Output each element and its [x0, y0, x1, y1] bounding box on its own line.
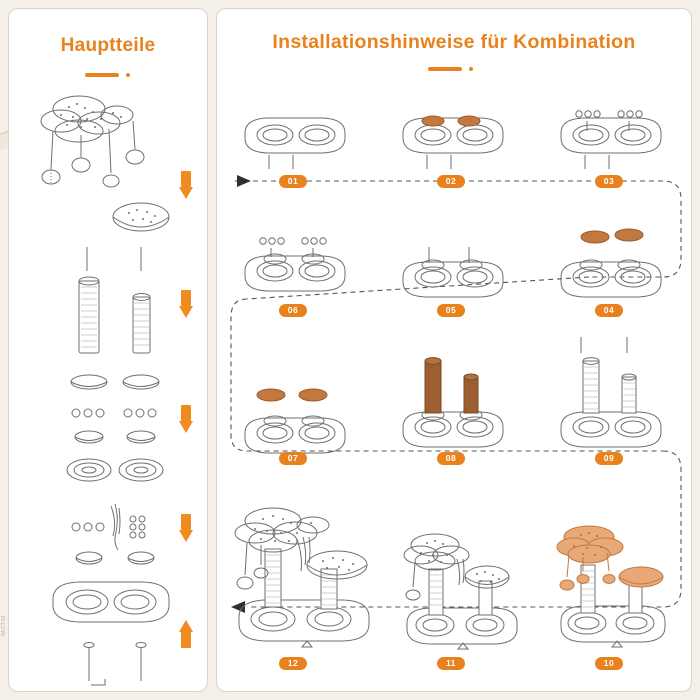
step-05-figure: [403, 247, 503, 297]
step-01-figure: [245, 118, 345, 169]
step-badge-10: 10: [595, 657, 623, 670]
flow-arrows-left: [9, 9, 209, 693]
side-print-code: IM-CT-01: [1, 615, 7, 636]
step-10-figure: [557, 526, 665, 642]
assembly-illustrations: [217, 9, 693, 693]
flow-arrow-up-1: [179, 620, 193, 648]
step-badge-01: 01: [279, 175, 307, 188]
step-badge-06: 06: [279, 304, 307, 317]
assembly-panel-title: Installationshinweise für Kombination: [272, 31, 636, 53]
step-04-figure: [561, 229, 661, 297]
step-badge-09: 09: [595, 452, 623, 465]
step-badge-03: 03: [595, 175, 623, 188]
hardware-marks: [302, 641, 622, 649]
step-badge-04: 04: [595, 304, 623, 317]
step-11-figure: [404, 534, 517, 644]
step-badge-11: 11: [437, 657, 465, 670]
step-07-figure: [245, 389, 345, 453]
parts-panel: [8, 8, 208, 692]
flow-arrow-down-3: [179, 405, 193, 433]
assembly-panel: [216, 8, 692, 692]
flow-arrow-down-1: [179, 171, 193, 199]
step-06-figure: [245, 238, 345, 291]
step-badge-08: 08: [437, 452, 465, 465]
step-09-figure: [561, 337, 661, 447]
parts-panel-title: Hauptteile: [60, 35, 156, 56]
step-12-figure: [235, 508, 369, 641]
flow-arrow-down-4: [179, 514, 193, 542]
step-03-figure: [561, 111, 661, 169]
step-badge-02: 02: [437, 175, 465, 188]
step-02-figure: [403, 116, 503, 169]
flow-arrow-down-2: [179, 290, 193, 318]
step-badge-05: 05: [437, 304, 465, 317]
step-08-figure: [403, 358, 503, 447]
step-badge-07: 07: [279, 452, 307, 465]
step-badge-12: 12: [279, 657, 307, 670]
